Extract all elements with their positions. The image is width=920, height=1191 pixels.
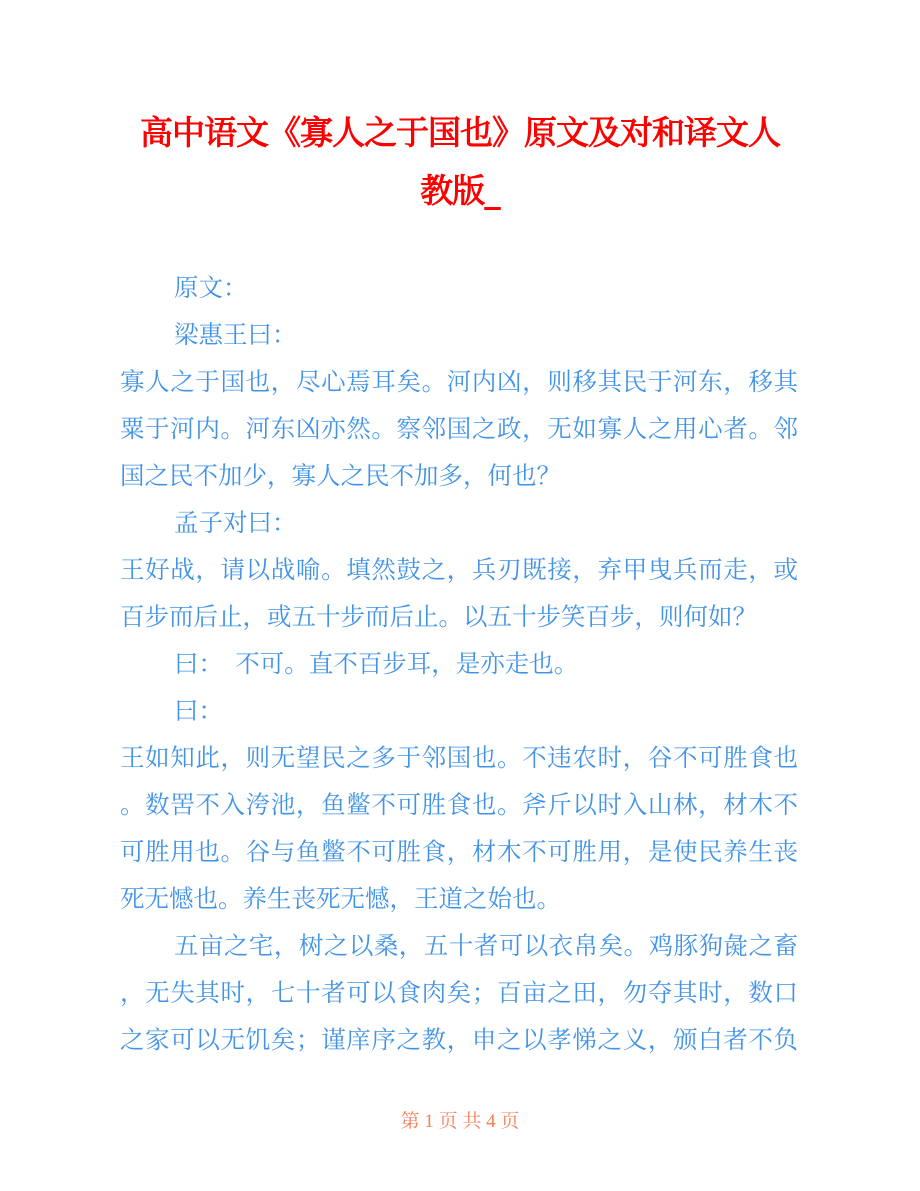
body-line: 梁惠王曰： (174, 320, 297, 349)
body-line: 百步而后止，或五十步而后止。以五十步笑百步，则何如？ (120, 602, 757, 631)
body-line: 粟于河内。河东凶亦然。察邻国之政，无如寡人之用心者。邻 (120, 414, 798, 443)
document-body (120, 264, 798, 1063)
body-line: 孟子对曰： (174, 508, 297, 537)
body-line: 王好战，请以战喻。填然鼓之，兵刃既接，弃甲曳兵而走，或 (120, 555, 798, 584)
document-title-line-2: 教版_ (420, 171, 500, 210)
body-line: 可胜用也。谷与鱼鳖不可胜食，材木不可胜用，是使民养生丧 (120, 837, 798, 866)
body-line: ，无失其时，七十者可以食肉矣；百亩之田，勿夺其时，数口 (120, 978, 798, 1007)
document-title-line-1: 高中语文《寡人之于国也》原文及对和译文人 (140, 113, 780, 152)
page-footer (0, 1110, 920, 1134)
body-line: 王如知此，则无望民之多于邻国也。不违农时，谷不可胜食也 (120, 743, 798, 772)
body-line: 原文： (174, 273, 248, 302)
body-line: 五亩之宅，树之以桑，五十者可以衣帛矣。鸡豚狗彘之畜 (174, 931, 798, 960)
body-line: 国之民不加少，寡人之民不加多，何也？ (120, 461, 561, 490)
body-line: 死无憾也。养生丧死无憾，王道之始也。 (120, 884, 561, 913)
page-number: 第 1 页 共 4 页 (400, 1111, 520, 1132)
body-line: 曰： (174, 696, 223, 725)
body-line: 。数罟不入洿池，鱼鳖不可胜食也。斧斤以时入山林，材木不 (120, 790, 798, 819)
body-line: 曰： 不可。直不百步耳，是亦走也。 (174, 649, 579, 678)
document-title (0, 104, 920, 220)
body-line: 寡人之于国也，尽心焉耳矣。河内凶，则移其民于河东，移其 (120, 367, 798, 396)
body-line: 之家可以无饥矣；谨庠序之教，申之以孝悌之义，颁白者不负 (120, 1025, 798, 1054)
